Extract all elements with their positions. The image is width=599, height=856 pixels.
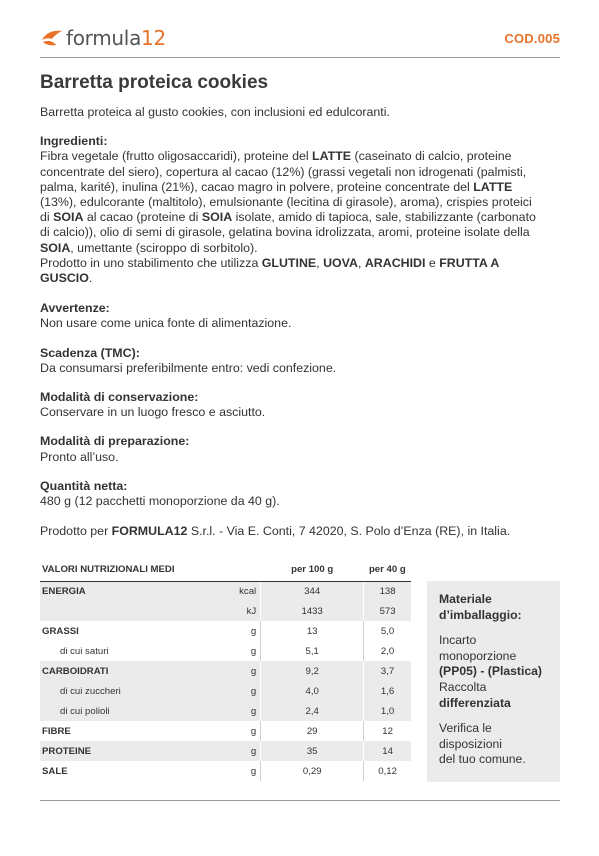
nutrient-value-40: 0,12	[378, 765, 397, 777]
quantity-section	[40, 479, 540, 509]
packaging-line: monoporzione	[439, 648, 517, 663]
nutrient-value-40: 12	[382, 725, 393, 737]
ingredients-text: Fibra vegetale (frutto oligosaccaridi), proteine del LATTE (caseinato di calcio, proteine concentrate del siero), copertura al cacao (12%) (grassi vegetali non idrogenati (palmisti, palma, karité), inulina (21%), cacao magro in polvere, proteine concentrate del LATTE (13%), edulcorante (maltitolo), emulsionante (lecitina di girasole), aroma), crispies proteici di SOIA al cacao (proteine di SOIA isolate, amido di tapioca, sale, stabilizzante (carbonato di calcio)), olio di semi di girasole, gelatina bovina idrolizzata, aromi, proteine isolate della SOIA, umettante (sciroppo di sorbitolo).	[40, 149, 536, 255]
nutrient-value-40: 5,0	[380, 625, 395, 637]
nutrient-unit: kcal	[190, 581, 261, 601]
nutrient-value-40: 138	[364, 581, 411, 601]
storage-label: Modalità di conservazione:	[40, 390, 199, 405]
nutrient-value-100: 2,4	[261, 701, 364, 721]
table-row	[40, 661, 411, 681]
nutrition-table	[40, 559, 411, 781]
ingredients-section	[40, 134, 540, 286]
nutrition-header-row	[40, 559, 411, 581]
table-row	[40, 681, 411, 701]
quantity-text: 480 g (12 pacchetti monoporzione da 40 g).	[40, 494, 280, 509]
nutrient-value-100: 29	[261, 721, 364, 741]
packaging-line: Incarto	[439, 633, 477, 648]
nutrient-unit: g	[250, 725, 257, 737]
nutrient-unit: kJ	[190, 601, 261, 621]
nutrition-header-per100: per 100 g	[261, 559, 364, 581]
producer-text: Prodotto per FORMULA12 S.r.l. - Via E. Conti, 7 42020, S. Polo d’Enza (RE), in Italia.	[40, 524, 511, 539]
nutrient-value-100: 4,0	[261, 681, 364, 701]
packaging-line: Raccolta	[439, 679, 487, 694]
preparation-label: Modalità di preparazione:	[40, 434, 190, 449]
nutrient-unit: g	[190, 661, 261, 681]
expiry-section	[40, 346, 540, 376]
preparation-text: Pronto all’uso.	[40, 449, 119, 464]
table-row	[40, 741, 411, 761]
nutrient-unit: g	[250, 625, 257, 637]
nutrient-name: di cui saturi	[60, 645, 109, 657]
nutrient-value-100: 13	[261, 621, 364, 641]
packaging-box	[427, 581, 560, 782]
nutrient-value-40: 1,0	[364, 701, 411, 721]
nutrient-value-100: 5,1	[261, 641, 364, 661]
expiry-text: Da consumarsi preferibilmente entro: vedi confezione.	[40, 360, 337, 375]
table-row	[40, 701, 411, 721]
packaging-disposal	[439, 721, 550, 768]
nutrient-name	[40, 601, 190, 621]
nutrient-unit: g	[190, 741, 261, 761]
brand-logo[interactable]	[40, 22, 166, 54]
nutrient-name: PROTEINE	[40, 741, 190, 761]
packaging-title: Materiale d’imballaggio:	[439, 592, 522, 622]
nutrient-value-40: 2,0	[380, 645, 395, 657]
nutrient-unit: g	[190, 701, 261, 721]
nutrient-name: GRASSI	[42, 625, 79, 637]
packaging-line: (PP05) - (Plastica)	[439, 664, 542, 679]
nutrient-unit: g	[250, 765, 257, 777]
nutrient-unit: g	[250, 645, 257, 657]
nutrient-value-100: 1433	[261, 601, 364, 621]
quantity-label: Quantità netta:	[40, 478, 128, 493]
storage-section	[40, 390, 540, 420]
warnings-label: Avvertenze:	[40, 301, 110, 316]
packaging-material	[439, 633, 550, 711]
page-title: Barretta proteica cookies	[40, 72, 269, 93]
nutrient-value-40: 573	[364, 601, 411, 621]
nutrient-name: CARBOIDRATI	[40, 661, 190, 681]
nutrient-unit: g	[190, 681, 261, 701]
nutrient-value-40: 1,6	[364, 681, 411, 701]
table-row	[40, 721, 411, 741]
nutrient-value-100: 0,29	[261, 761, 364, 781]
nutrient-name: ENERGIA	[40, 581, 190, 601]
nutrient-value-40: 3,7	[364, 661, 411, 681]
nutrition-header-title: VALORI NUTRIZIONALI MEDI	[40, 559, 261, 581]
bottom-divider	[40, 800, 560, 801]
nutrient-value-100: 35	[261, 741, 364, 761]
nutrient-name: di cui zuccheri	[40, 681, 190, 701]
table-row	[40, 641, 411, 661]
preparation-section	[40, 434, 540, 464]
header	[40, 22, 560, 58]
nutrition-header-per40: per 40 g	[364, 559, 411, 581]
warnings-section	[40, 301, 540, 331]
nutrient-value-40: 14	[364, 741, 411, 761]
ingredients-label: Ingredienti:	[40, 134, 108, 149]
table-row	[40, 581, 411, 601]
packaging-line: Verifica le	[439, 721, 492, 736]
allergen-notice: Prodotto in uno stabilimento che utilizza GLUTINE, UOVA, ARACHIDI e FRUTTA A GUSCIO.	[40, 255, 499, 286]
product-info	[40, 105, 540, 539]
table-row	[40, 621, 411, 641]
producer-section	[40, 524, 540, 539]
leaf-logo-icon	[40, 26, 64, 50]
nutrient-name: SALE	[42, 765, 68, 777]
nutrient-name: FIBRE	[42, 725, 71, 737]
nutrient-name: di cui polioli	[40, 701, 190, 721]
packaging-line: del tuo comune.	[439, 752, 526, 767]
table-row	[40, 761, 411, 781]
nutrient-value-100: 344	[261, 581, 364, 601]
product-code: COD.005	[504, 31, 560, 46]
product-description: Barretta proteica al gusto cookies, con inclusioni ed edulcoranti.	[40, 105, 390, 119]
packaging-line: disposizioni	[439, 736, 503, 751]
expiry-label: Scadenza (TMC):	[40, 345, 140, 360]
packaging-line: differenziata	[439, 695, 511, 710]
storage-text: Conservare in un luogo fresco e asciutto.	[40, 405, 266, 420]
nutrient-value-100: 9,2	[261, 661, 364, 681]
table-row	[40, 601, 411, 621]
warnings-text: Non usare come unica fonte di alimentazione.	[40, 316, 292, 331]
brand-wordmark: formula12	[66, 26, 166, 50]
top-divider	[40, 57, 560, 58]
